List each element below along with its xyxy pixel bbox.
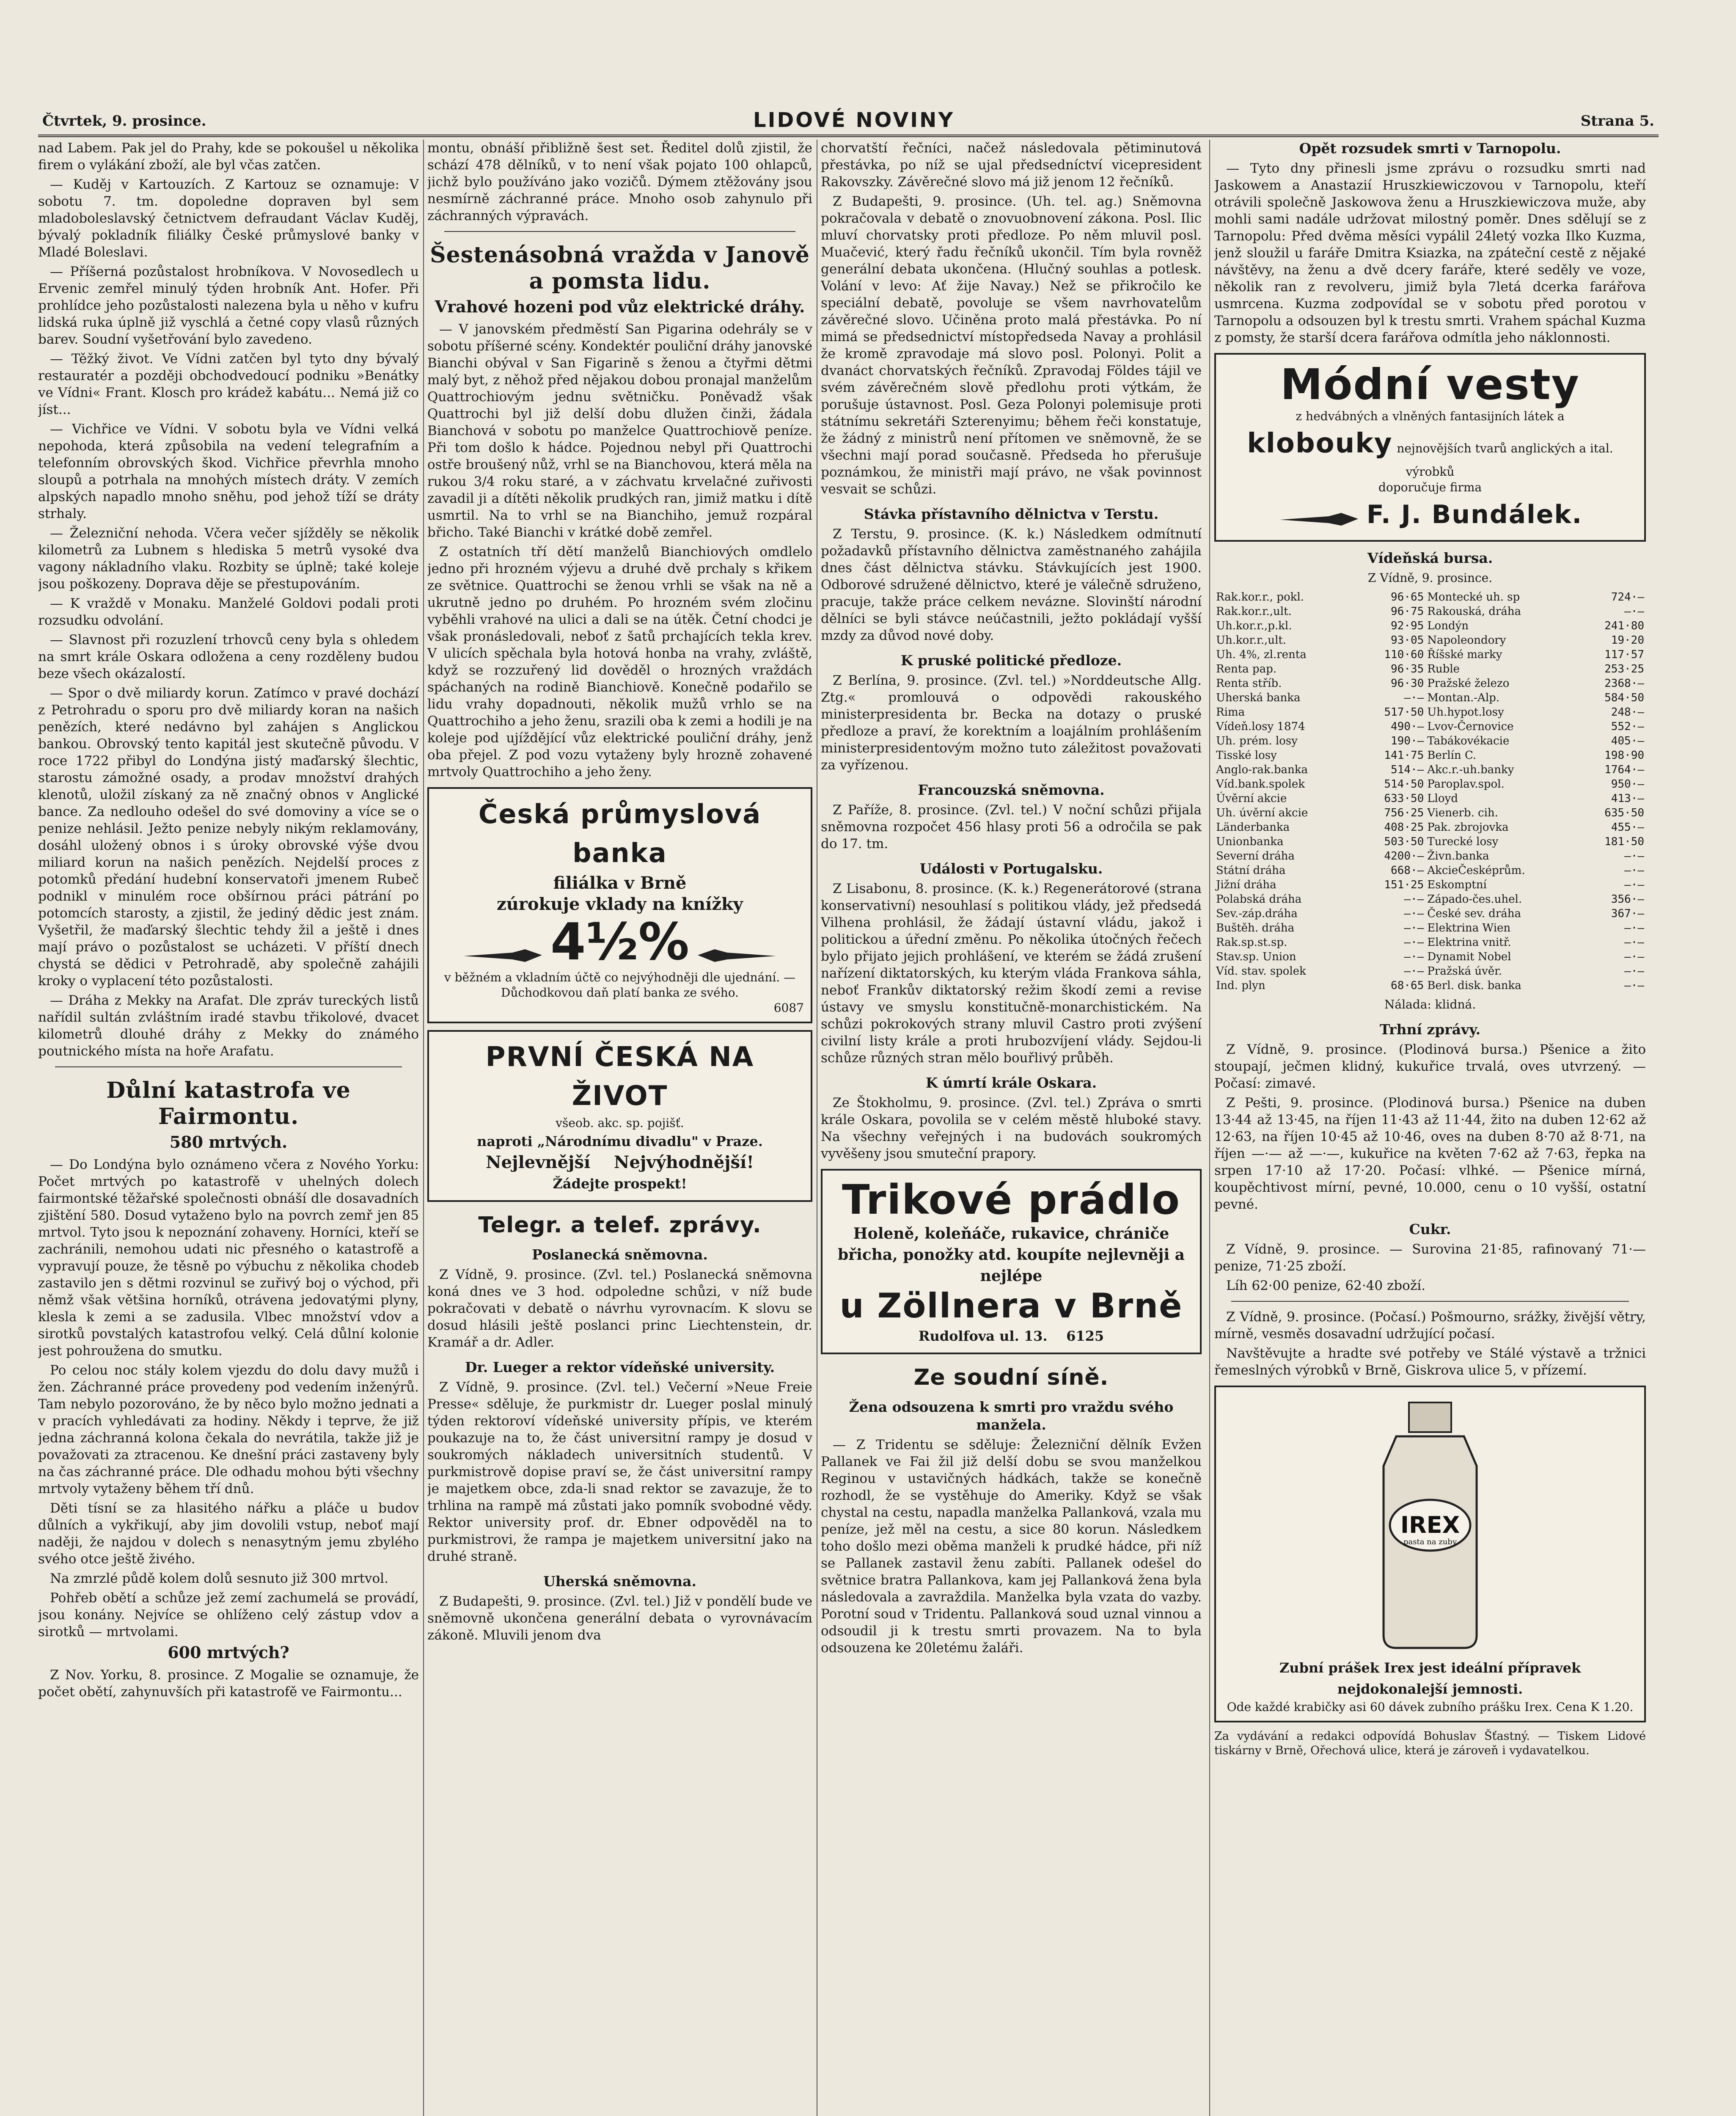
exchange-note: Nálada: klidná.: [1384, 997, 1476, 1011]
telegram-paragraph: Z Lisabonu, 8. prosince. (K. k.) Regenerátorové (strana konservativní) nesouhlasí s politikou vlády, jež předsedá Vilhena prohlásil, že žádají ústavní vládu, jakož i politickou a úřední změnu. Po několika útočných řečech bylo přijato jejich prohlášení, ve kterém se žádá zrušení nařízení diktatorských, ku kterým vláda Frankova sáhla, neboť Frankův diktatorský režim škodí zemi a revise ústavy ve smyslu konstitučně-monarchistickém. Na schůzi pokrokových strany mluvil Castro proti zvýšení civilní listy krále a proti hrubozvíjení vlády. Sejdou-li schůze různých stran mělo bouřlivý průběh.: [821, 881, 1202, 1066]
security-price: 950·—: [1611, 778, 1644, 791]
section-head: Uherská sněmovna.: [543, 1573, 696, 1590]
security-name: Rak.sp.st.sp.: [1216, 936, 1288, 949]
market-paragraph: Z Vídně, 9. prosince. — Surovina 21·85, rafinovaný 71·— penize, 71·25 zboží.: [1214, 1242, 1646, 1274]
footer-imprint: Za vydávání a redakci odpovídá Bohuslav Šťastný. — Tiskem Lidové tiskárny v Brně, Ořechová ulice, která je zároveň i vydavatelkou.: [1214, 1730, 1646, 1757]
article-subheadline: Vrahové hozeni pod vůz elektrické dráhy.: [435, 297, 805, 316]
vest-title: Módní vesty: [1280, 360, 1580, 409]
hats-title: klobouky: [1247, 428, 1393, 459]
article-headline: Šestenásobná vražda v Janově a pomsta lidu.: [430, 242, 810, 294]
ad-code: 6087: [773, 1001, 804, 1015]
divider: [1231, 1301, 1629, 1302]
security-name: Elektrina Wien: [1427, 922, 1511, 934]
security-name: Rak.kor.r., pokl.: [1216, 591, 1304, 603]
exchange-row: [1214, 921, 1646, 935]
market-paragraph: Z Vídně, 9. prosince. (Plodinová bursa.) Pšenice a žito stoupají, ječmen klidný, kukuřice trvalá, oves utvrzený. — Počasí: zimavé.: [1214, 1042, 1646, 1091]
news-paragraph: — Dráha z Mekky na Arafat. Dle zpráv tureckých listů nařídil sultán zvláštním iradé stavbu třikolové, dvacet kilometrů dlouhé dráhy z Mekky do známého poutnického místa na hoře Arafatu.: [38, 993, 419, 1059]
security-price: 96·75: [1391, 605, 1424, 618]
section-title: Telegr. a telef. zprávy.: [478, 1212, 762, 1238]
security-name: Napoleondory: [1427, 634, 1506, 647]
security-name: Renta pap.: [1216, 663, 1277, 675]
security-price: —·—: [1624, 936, 1644, 949]
security-name: Anglo-rak.banka: [1216, 763, 1308, 776]
security-name: Pražské železo: [1427, 677, 1510, 690]
security-price: 756·25: [1384, 807, 1424, 819]
security-name: Stav.sp. Union: [1216, 951, 1296, 963]
security-price: 110·60: [1384, 648, 1424, 661]
irex-price: Ode každé krabičky asi 60 dávek zubního prášku Irex. Cena K 1.20.: [1227, 1700, 1634, 1714]
security-price: 1764·—: [1604, 763, 1644, 776]
exchange-row: [1214, 806, 1646, 820]
security-name: Jižní dráha: [1216, 879, 1277, 891]
news-paragraph: Z Budapešti, 9. prosince. (Uh. tel. ag.) Sněmovna pokračovala v debatě o znovuobnovení zákona. Posl. Ilic mluví chorvatsky proti předloze. Po něm mluvil posl. Muačević, který řadu řečníků ukončil. Tím byla rovněž generální debata ukončena. (Hlučný souhlas a potlesk. Volání v levo: Ať žije Navay.) Než se přikročilo ke speciální debatě, povoluje se všem navrhovatelům závěrečné slovo. Učiněna proto malá přestávka. Po ní mimá se předsednictví místopředseda Navay a prohlásil že kromě zpravodaje má slovo posl. Polonyi. Polit a dvanáct chorvatských řečníků. Zpravodaj Földes tájil ve svém závěrečném slově předlohu proti výtkám, že porušuje ústavnost. Posl. Geza Polonyi polemisuje proti státnímu sekretáři Szterenyimu; během řeči konstatuje, že žádný z ministrů není přítomen ve sněmovně, že se všechni mají porad současně. Předseda ho přerušuje poznámkou, že ministři mají právo, ne však povinnost vesvait se schůzi.: [821, 194, 1202, 497]
exchange-row: [1214, 719, 1646, 734]
newspaper-title: LIDOVÉ NOVINY: [753, 108, 955, 132]
article-paragraph: — V janovském předměstí San Pigarina odehrály se v sobotu příšerné scény. Kondektér pouliční dráhy janovské Bianchi obýval v San Figarině s ženou a čtyřmi dětmi malý byt, z něhož před nějakou dobou pronajal manželům Quattrochiovým jednu světničku. Poněvadž však Quattrochi byl již delší dobu dlužen činži, žádala Bianchová v sobotu po manželce Quattrochiově peníze. Při tom došlo k hádce. Pojednou nebyl při Quattrochi ostře broušený nůž, vrhl se na Bianchovou, která měla na rukou 3/4 roku staré, a v záchvatu krvelačné zuřivosti zavadil ji a dítěti několik prudkých ran, jimiž matku i dítě usmrtil. Na to vrhl se na Bianchiho, jemuž rozpáral břicho. Také Bianchi v krátké době zemřel.: [427, 322, 812, 540]
telegram-paragraph: Z Vídně, 9. prosince. (Zvl. tel.) Poslanecká sněmovna koná dnes ve 3 hod. odpoledne schůzi, v níž bude pokračovati v debatě o návrhu vyrovnacím. K slovu se dosud hlásili ještě poslanci princ Liechtenstein, dr. Kramář a dr. Adler.: [427, 1267, 812, 1350]
exchange-row: [1214, 662, 1646, 676]
exchange-row: [1214, 906, 1646, 921]
divider: [55, 1066, 402, 1067]
article-paragraph: Děti tísní se za hlasitého nářku a pláče u budov důlních a vykřikují, aby jim dovolili vstup, neboť mají naději, že najdou v dolech s nenasytným jemu zbylého svého otce ještě živého.: [38, 1501, 419, 1567]
recommend-text: doporučuje firma: [1378, 480, 1482, 494]
security-name: Ind. plyn: [1216, 979, 1266, 992]
security-price: 92·95: [1391, 620, 1424, 632]
ad-code: 6125: [1066, 1328, 1104, 1344]
article-subheadline: 600 mrtvých?: [168, 1643, 289, 1662]
security-name: Tisské losy: [1216, 749, 1277, 762]
security-name: Vienerb. cih.: [1427, 807, 1498, 819]
security-name: Uh. úvěrní akcie: [1216, 807, 1308, 819]
vest-materials: z hedvábných a vlněných fantasijních látek a: [1296, 409, 1565, 423]
column-4: [1214, 140, 1646, 2116]
market-paragraph: Líh 62·00 penize, 62·40 zboží.: [1226, 1278, 1425, 1293]
security-name: Dynamit Nobel: [1427, 951, 1511, 963]
telegram-paragraph: Ze Štokholmu, 9. prosince. (Zvl. tel.) Zpráva o smrti krále Oskara, povolila se v celém městě hluboké stavy. Na všechny veřejných i na budovách soukromých vyvěšeny jsou smuteční prapory.: [821, 1095, 1202, 1161]
security-price: —·—: [1404, 936, 1424, 949]
news-paragraph: — K vraždě v Monaku. Manželé Goldovi podali proti rozsudku odvolání.: [38, 596, 419, 628]
security-price: 455·—: [1611, 821, 1644, 834]
section-head: Stávka přístavního dělnictva v Terstu.: [864, 506, 1159, 522]
security-price: 552·—: [1611, 720, 1644, 733]
security-name: Buštěh. dráha: [1216, 922, 1295, 934]
exchange-row: [1214, 777, 1646, 791]
irex-bottle-image: [1367, 1398, 1494, 1652]
security-price: 68·65: [1391, 979, 1424, 992]
vest-advertisement: [1214, 353, 1646, 542]
security-price: 248·—: [1611, 706, 1644, 719]
security-name: Uh.hypot.losy: [1427, 706, 1504, 719]
market-paragraph: Z Pešti, 9. prosince. (Plodinová bursa.) Pšenice na duben 13·44 až 13·45, na říjen 11·43 až 11·44, žito na duben 12·62 až 12·63, na říjen 10·45 až 10·46, oves na duben 8·70 až 8·71, na říjen —·— až —·—, kukuřice na květen 7·62 až 7·63, řepka na srpen 17·10 až 17·20. Počasí: vlhké. — Pšenice mírná, koupěchtivost mírní, pevné, 10.000, cenu o 10 vyšší, ostatní pevné.: [1214, 1095, 1646, 1212]
column-rule: [1209, 140, 1210, 2116]
exchange-row: [1214, 791, 1646, 806]
tricot-seller: u Zöllnera v Brně: [839, 1286, 1183, 1325]
exchange-date: Z Vídně, 9. prosince.: [1367, 571, 1493, 585]
security-name: Länderbanka: [1216, 821, 1290, 834]
security-name: Říšské marky: [1427, 648, 1502, 661]
exchange-row: [1214, 748, 1646, 763]
security-price: 413·—: [1611, 792, 1644, 805]
section-head: Francouzská sněmovna.: [918, 782, 1105, 798]
security-name: Ruble: [1427, 663, 1460, 675]
news-paragraph: — Kuděj v Kartouzích. Z Kartouz se oznamuje: V sobotu 7. tm. dopoledne dopraven byl sem mladoboleslavský četnictvem defraudant Václav Kuděj, bývalý pokladník filiálky České průmyslové banky v Mladé Boleslavi.: [38, 177, 419, 260]
security-price: 241·80: [1604, 620, 1644, 632]
firm-name: F. J. Bundálek.: [1366, 500, 1583, 529]
news-paragraph: chorvatští řečníci, načež následovala pětiminutová přestávka, po níž se ujal předsedníctví vicepresident Rakovszky. Závěrečné slovo má již jenom 12 řečníků.: [821, 141, 1202, 190]
exchange-row: [1214, 950, 1646, 964]
security-price: 356·—: [1611, 893, 1644, 906]
security-name: Víd. stav. spolek: [1216, 965, 1306, 978]
section-head: K úmrtí krále Oskara.: [925, 1075, 1097, 1091]
bank-name: Česká průmyslová banka: [478, 799, 762, 868]
exchange-row: [1214, 676, 1646, 691]
security-price: 503·50: [1384, 835, 1424, 848]
exchange-row: [1214, 705, 1646, 719]
news-paragraph: — Spor o dvě miliardy korun. Zatímco v pravé dochází z Petrohradu o sporu pro dvě miliardy koran na našich penězích, které nedávno byl zahájen s Anglickou bankou. Obrovský tento kapitál jest skutečně původu. V roce 1722 přibyl do Londýna jistý maďarský šlechtic, starostu zámožné osady, a prodav množství drahých klenotů, uložil získaný za ně značný obnos v Anglické bance. Za nedlouho odešel do své domoviny a více se o penize nehlásil. Ježto penize nebyly nikým reklamovány, dosáhl uložený obnos i s úroky obrovské výše dvou miliard korun na našich penězích. Nejdelší proces z potomků předání hudební konservatoři jmenem Rubeč podnikl v minulém roce obšírnou práci pátrání po potomcích starosty, a zjistil, že jediný dědic jest znám. Vyšetřil, že maďarský šlechtic tehdy žil a ještě i dnes mají právo o pozůstalost se ucházeti. V příští dnech chystá se dědici v Petrohradě, aby společně zahájili kroky o vyplacení této pozůstalosti.: [38, 686, 419, 989]
security-name: Rima: [1216, 706, 1245, 719]
security-price: 633·50: [1384, 792, 1424, 805]
telegram-paragraph: Z Budapešti, 9. prosince. (Zvl. tel.) Již v pondělí bude ve sněmovně ukončena generální debata o vyrovnávacím zákoně. Mluvili jenom dva: [427, 1594, 812, 1643]
security-price: 198·90: [1604, 749, 1644, 762]
security-name: Živn.banka: [1427, 850, 1489, 862]
market-title: Trhní zprávy.: [1379, 1021, 1481, 1038]
security-name: Polabská dráha: [1216, 893, 1302, 906]
exchange-row: [1214, 763, 1646, 777]
security-name: Elektrina vnitř.: [1427, 936, 1511, 949]
insurance-description: všeob. akc. sp. pojišť.: [556, 1116, 684, 1130]
article-paragraph: Pohřeb obětí a schůze jež zemí zachumelá se provádí, jsou konány. Nejvíce se ohlíženo celý zástup vdov a sirotků — mrtvolami.: [38, 1590, 419, 1639]
security-name: Uherská banka: [1216, 692, 1301, 704]
security-name: Uh. 4%, zl.renta: [1216, 648, 1307, 661]
security-name: Montan.-Alp.: [1427, 692, 1500, 704]
security-price: 514·50: [1384, 778, 1424, 791]
news-paragraph: montu, obnáší přibližně šest set. Ředitel dolů zjistil, že schází 478 dělníků, v to není však pojato 100 ohlapců, jichž bylo používáno jako vozičů. Dýmem ztěžovány jsou nesmírně záchranné práce. Mnoho osob zahynulo při záchranných výpravách.: [427, 141, 812, 223]
security-price: 517·50: [1384, 706, 1424, 719]
exchange-row: [1214, 590, 1646, 604]
section-title: Ze soudní síně.: [913, 1365, 1109, 1390]
bank-branch: filiálka v Brně: [553, 873, 687, 893]
article-headline: Důlní katastrofa ve Fairmontu.: [106, 1077, 351, 1130]
exchange-row: [1214, 647, 1646, 662]
column-rule: [423, 140, 424, 2116]
security-price: —·—: [1404, 922, 1424, 934]
security-price: —·—: [1624, 922, 1644, 934]
news-paragraph: — Příšerná pozůstalost hrobníkova. V Novosedlech u Ervenic zemřel minulý týden hrobník Ant. Hofer. Při prohlídce jeho pozůstalosti nalezena byla u něho v kufru lidská ruka úplně již vyschlá a četné copy vlasů různých barev. Soudní vyšetřování bylo zavedeno.: [38, 264, 419, 347]
security-price: 635·50: [1604, 807, 1644, 819]
security-price: —·—: [1624, 864, 1644, 877]
security-price: 584·50: [1604, 692, 1644, 704]
security-price: 96·30: [1391, 677, 1424, 690]
article-paragraph: Z Nov. Yorku, 8. prosince. Z Mogalie se oznamuje, že počet obětí, zahynuvších při katastrofě ve Fairmontu...: [38, 1667, 419, 1700]
column-1: [38, 140, 419, 2116]
security-name: Rakouská, dráha: [1427, 605, 1521, 618]
security-price: 668·—: [1391, 864, 1424, 877]
exchange-row: [1214, 734, 1646, 748]
security-name: Pražská úvěr.: [1427, 965, 1502, 978]
security-price: 93·05: [1391, 634, 1424, 647]
tricot-advertisement: [821, 1169, 1202, 1354]
security-price: —·—: [1404, 907, 1424, 920]
market-subhead: Cukr.: [1409, 1221, 1451, 1237]
security-price: —·—: [1624, 879, 1644, 891]
telegram-paragraph: Z Terstu, 9. prosince. (K. k.) Následkem odmítnutí požadavků přístavního dělnictva zaměstnaného zahájila dnes část dělnictva stávku. Stávkujících jest 1900. Odborové sdružené dělnictvo, které je válečně sdruženo, pracuje, takže práce celkem nevázne. Slovinští národní dělníci se byli stávce neúčastnili, ježto pokládají vyšší mzdy za důvod nové doby.: [821, 526, 1202, 643]
weather-paragraph: Z Vídně, 9. prosince. (Počasí.) Pošmourno, srážky, živější větry, mírně, vesměs dosavadní udržující počasí.: [1214, 1309, 1646, 1342]
security-name: Západo-čes.uhel.: [1427, 893, 1522, 906]
insurance-slogan: Nejlevnější: [486, 1152, 591, 1172]
security-price: —·—: [1404, 893, 1424, 906]
security-name: Lloyd: [1427, 792, 1458, 805]
irex-sublabel: pasta na zuby: [1403, 1537, 1457, 1546]
security-name: Akc.r.-uh.banky: [1427, 763, 1514, 776]
security-price: 2368·—: [1604, 677, 1644, 690]
article-paragraph: — Do Londýna bylo oznámeno včera z Nového Yorku: Počet mrtvých po katastrofě v uhelných dolech fairmontské těžařské společnosti obnáší dle dosavadních zjištění 580. Dosud vytaženo bylo na povrch zemř jen 85 mrtvol. Tyto jsou k nepoznání zohaveny. Horníci, kteří se zachránili, nemohou udati nic přesného o katastrofě a vypravují pouze, že těsně po výbuchu z několika chodeb zastavilo jen s dětmi rozvinul se zuřivý boj o východ, při němž však většina horníků, otrávena jedovatými plyny, klesla k zemi a se zadusila. Vlbec množství vdov a sirotků povstalých katastrofou velký. Celá důlní kolonie jest pohroužena do smutku.: [38, 1157, 419, 1358]
section-head: Opět rozsudek smrti v Tarnopolu.: [1299, 140, 1561, 157]
exhibition-notice: Navštěvujte a hradte své potřeby ve Stálé výstavě a tržnici řemeslných výrobků v Brně, Giskrova ulice 5, v přízemí.: [1214, 1346, 1646, 1378]
divider: [444, 231, 795, 232]
security-price: 490·—: [1391, 720, 1424, 733]
security-price: 367·—: [1611, 907, 1644, 920]
exchange-table: [1214, 590, 1646, 993]
security-price: 19·20: [1611, 634, 1644, 647]
news-paragraph: — Železniční nehoda. Včera večer sjížděly se několik kilometrů za Lubnem s hlediska 5 metrů vysoké dva vagony nákladního vlaku. Rozbity se úplně; také koleje jsou poškozeny. Doprava děje se přestupováním.: [38, 526, 419, 592]
news-paragraph: — Slavnost při rozuzlení trhovců ceny byla s ohledem na smrt krále Oskara odložena a ceny rozděleny budou beze všech okázalostí.: [38, 632, 419, 681]
security-name: Rak.kor.r.,ult.: [1216, 605, 1292, 618]
exchange-row: [1214, 619, 1646, 633]
article-subheadline: 580 mrtvých.: [169, 1132, 288, 1152]
news-paragraph: — Vichřice ve Vídni. V sobotu byla ve Vídni velká nepohoda, která způsobila na vedení telegrafním a telefonním obrovských škod. Vichřice převrhla mnoho sloupů a potrhala na mnohých místech dráty. V zemích alpských napadlo mnoho sněhu, pod jehož tíží se dráty strhaly.: [38, 422, 419, 521]
telegram-paragraph: Z Paříže, 8. prosince. (Zvl. tel.) V noční schůzi přijala sněmovna rozpočet 456 hlasy proti 56 a odročila se pak do 17. tm.: [821, 802, 1202, 851]
security-price: 117·57: [1604, 648, 1644, 661]
irex-label: IREX: [1400, 1512, 1460, 1538]
exchange-row: [1214, 820, 1646, 835]
pointing-hand-icon: [1278, 507, 1362, 532]
security-name: Lvov-Černovice: [1427, 720, 1514, 733]
insurance-advertisement: [427, 1030, 812, 1202]
security-price: —·—: [1624, 951, 1644, 963]
article-paragraph: Z ostatních tří dětí manželů Bianchiových omdlelo jedno při hrozném výjevu a druhé dvě prchaly s křikem ze světnice. Quattrochi se ženou vrhli se však na ně a ukrutně jedno po druhém. Po hrozném svém zločinu vyběhli vrahové na ulici a dali se na útěk. Četní chodci je však pronásledovali, neboť z šatů prchajících tekla krev. V ulicích spěchala byla hotová honba na vrahy, zvláště, když se rozzuřený lid dověděl o hrozných vraždách spáchaných na rodině Bianchiově. Konečně podařilo se lidu vrahy dopadnouti, několik mužů vrhlo se na Quattrochiho a jeho ženu, srazili oba k zemi a hodili je na koleje pod ujíždějící vůz elektrické pouliční dráhy, jenž oba přejel. Z pod vozu vytaženy byly hrozně zohavené mrtvoly Quattrochiho a jeho ženy.: [427, 544, 812, 780]
column-3: [821, 140, 1202, 2116]
page-number: Strana 5.: [1580, 113, 1654, 129]
exchange-row: [1214, 849, 1646, 863]
tricot-items: Holeně, koleňáče, rukavice, chrániče břicha, ponožky atd. koupíte nejlevněji a nejlépe: [838, 1225, 1185, 1285]
security-name: Unionbanka: [1216, 835, 1284, 848]
section-head: Události v Portugalsku.: [919, 860, 1103, 877]
security-price: 151·25: [1384, 879, 1424, 891]
security-price: —·—: [1624, 979, 1644, 992]
security-name: Turecké losy: [1427, 835, 1499, 848]
security-price: 514·—: [1391, 763, 1424, 776]
exchange-row: [1214, 892, 1646, 906]
insurance-slogan: Nejvýhodnější!: [614, 1152, 754, 1172]
security-price: 408·25: [1384, 821, 1424, 834]
exchange-row: [1214, 863, 1646, 878]
security-name: České sev. dráha: [1427, 907, 1521, 920]
security-price: —·—: [1624, 850, 1644, 862]
exchange-row: [1214, 935, 1646, 950]
exchange-row: [1214, 835, 1646, 849]
bank-offer: zúrokuje vklady na knížky: [497, 894, 743, 914]
security-name: Státní dráha: [1216, 864, 1286, 877]
security-price: 4200·—: [1384, 850, 1424, 862]
news-paragraph: nad Labem. Pak jel do Prahy, kde se pokoušel u několika firem o vylákání zboží, ale byl včas zatčen.: [38, 141, 419, 173]
security-name: Uh.kor.r.,ult.: [1216, 634, 1287, 647]
interest-rate: 4½%: [550, 913, 689, 972]
telegram-paragraph: Z Vídně, 9. prosince. (Zvl. tel.) Večerní »Neue Freie Presse« sděluje, že purkmistr dr. Lueger poslal minulý týden rektoroví vídeňské university přípis, ve kterém poukazuje na to, že část universitní rampy je dosud v soukromých nákladech universitních studentů. V purkmistrově dopise praví se, že část universitní rampy je majetkem obce, zda-li snad rektor se zavazuje, že to trhlina na rampě má zůstati jako pomník svobodné vědy. Rektor university prof. dr. Ebner odpověděl na to purkmistrovi, že rampa je majetkem universitní jako na druhé straně.: [427, 1380, 812, 1564]
prospect-request: Žádejte prospekt!: [553, 1176, 687, 1192]
court-paragraph: — Z Tridentu se sděluje: Železniční dělník Evžen Pallanek ve Fai žil již delší dobu se svou manželkou Reginou v ustavičných hádkách, takže se konečně rozhodl, že se vystěhuje do Ameriky. Když se však chystal na cestu, napadla manželka Pallanková, vzala mu peníze, jež měl na cestu, a sice 80 korun. Následkem toho došlo mezi oběma manželi k prudké hádce, při níž se Pallanek zastavil ženu zabíti. Pallanek odešel do světnice bratra Pallankova, kam jej Pallanková žena byla následovala a zavraždila. Manželka byla vzata do vazby. Porotní soud v Tridentu. Pallanková soud uznal vinnou a odsoudil ji k trestu smrti provazem. Na to byla odsouzena ke 20letému žaláři.: [821, 1437, 1202, 1656]
security-name: Severní dráha: [1216, 850, 1295, 862]
security-price: 141·75: [1384, 749, 1424, 762]
security-price: 724·—: [1611, 591, 1644, 603]
security-name: Sev.-záp.dráha: [1216, 907, 1298, 920]
security-price: 253·25: [1604, 663, 1644, 675]
irex-advertisement: [1214, 1386, 1646, 1722]
section-head: Žena odsouzena k smrti pro vraždu svého manžela.: [849, 1399, 1174, 1433]
insurance-address: naproti „Národnímu divadlu" v Praze.: [477, 1133, 763, 1149]
irex-text: Zubní prášek Irex jest ideální přípravek nejdokonalejší jemnosti.: [1279, 1660, 1581, 1697]
security-price: —·—: [1404, 951, 1424, 963]
security-name: Londýn: [1427, 620, 1469, 632]
security-price: 181·50: [1604, 835, 1644, 848]
exchange-row: [1214, 633, 1646, 647]
exchange-row: [1214, 604, 1646, 619]
tricot-address: Rudolfova ul. 13.: [918, 1328, 1048, 1344]
exchange-row: [1214, 878, 1646, 892]
column-2: [427, 140, 812, 2116]
exchange-row: [1214, 978, 1646, 993]
security-name: Montecké uh. sp: [1427, 591, 1520, 603]
security-name: AkcieČesképrům.: [1427, 864, 1525, 877]
security-name: Paroplav.spol.: [1427, 778, 1505, 791]
security-name: Uh.kor.r.,p.kl.: [1216, 620, 1292, 632]
exchange-row: [1214, 691, 1646, 705]
exchange-row: [1214, 964, 1646, 978]
section-head: Dr. Lueger a rektor vídeňské university.: [465, 1359, 775, 1375]
security-name: Renta stříb.: [1216, 677, 1282, 690]
exchange-title: Vídeňská bursa.: [1367, 550, 1493, 566]
security-name: Berl. disk. banka: [1427, 979, 1521, 992]
security-name: Tabákovékacie: [1427, 735, 1510, 747]
security-price: —·—: [1624, 605, 1644, 618]
section-head: K pruské politické předloze.: [900, 652, 1122, 669]
section-head: Poslanecká sněmovna.: [532, 1246, 708, 1263]
security-price: 96·65: [1391, 591, 1424, 603]
security-price: 405·—: [1611, 735, 1644, 747]
security-price: 190·—: [1391, 735, 1424, 747]
security-price: —·—: [1624, 965, 1644, 978]
security-name: Úvěrní akcie: [1216, 792, 1287, 805]
security-name: Pak. zbrojovka: [1427, 821, 1509, 834]
pointing-hand-icon: [693, 943, 778, 969]
security-price: —·—: [1404, 692, 1424, 704]
security-name: Eskomptní: [1427, 879, 1487, 891]
article-paragraph: Na zmrzlé půdě kolem dolů sesnuto již 300 mrtvol.: [50, 1571, 388, 1586]
security-name: Berlín C.: [1427, 749, 1477, 762]
tricot-title: Trikové prádlo: [842, 1176, 1180, 1223]
insurance-name: PRVNÍ ČESKÁ NA ŽIVOT: [485, 1041, 754, 1112]
bank-terms: v běžném a vkladním účtě co nejvýhodněji dle ujednání. — Důchodkovou daň platí banka ze svého.: [444, 970, 796, 1000]
bank-advertisement: [427, 787, 812, 1023]
page-header: [38, 105, 1659, 137]
security-name: Uh. prém. losy: [1216, 735, 1298, 747]
header-date: Čtvrtek, 9. prosince.: [42, 113, 206, 129]
security-price: 96·35: [1391, 663, 1424, 675]
security-price: —·—: [1404, 965, 1424, 978]
pointing-hand-icon: [462, 943, 546, 969]
news-paragraph: — Tyto dny přinesli jsme zprávu o rozsudku smrti nad Jaskowem a Anastazií Hruszkiewiczovou v Tarnopolu, kteří otrávili společně Jaskowova ženu a Hruszkiewiczova muže, aby mohli sami nadále udržovat milostný poměr. Dnes sdělují se z Tarnopolu: Před dvěma měsíci vypálil 24letý vozka Ilko Kuzma, jenž sloužil u faráře Dmitra Ksiazka, na zpáteční cestě z nějaké návštěvy, na ženu a dvě dcery faráře, které seděly ve voze, několik ran z revolveru, jimiž byla 7letá dcerka farářova usmrcena. Kuzma zodpovídal se v sobotu před porotou v Tarnopolu a odsouzen byl k trestu smrti. Vrahem spáchal Kuzma z pomsty, že starší dcera farářova odmítla jeho náklonnosti.: [1214, 161, 1646, 345]
news-paragraph: — Těžký život. Ve Vídni zatčen byl tyto dny bývalý restauratér a později obchodvedoucí podniku »Benátky ve Vídni« Frant. Klosch pro krádež kabátu... Nemá již co jíst...: [38, 351, 419, 417]
telegram-paragraph: Z Berlína, 9. prosince. (Zvl. tel.) »Norddeutsche Allg. Ztg.« promlouvá o odpovědi rakouského ministerpresidenta br. Becka na dotazy o pruské předloze a praví, že korektním a loajálním prohlášením ministerpresidentovým možno tuto záležitost považovati za vyřízenou.: [821, 673, 1202, 773]
security-name: Víd.bank.spolek: [1216, 778, 1305, 791]
article-paragraph: Po celou noc stály kolem vjezdu do dolu davy mužů i žen. Záchranné práce provedeny pod vedením inženýrů. Tam nebylo pozorováno, že by něco bylo možno jednati a v pracích vyhledávati za hodiny. Někdy i teprve, že již jedna záchranná kolona čekala do nevrátila, takže již je považovati za ztracenou. Ke dnešní práci zastaveny byly na čas záchranné práce. Dle odhadu mohou býti všechny mrtvoly vytaženy během tří dnů.: [38, 1363, 419, 1496]
hats-description: nejnovějších tvarů anglických a ital. výrobků: [1397, 441, 1613, 479]
security-name: Vídeň.losy 1874: [1216, 720, 1305, 733]
